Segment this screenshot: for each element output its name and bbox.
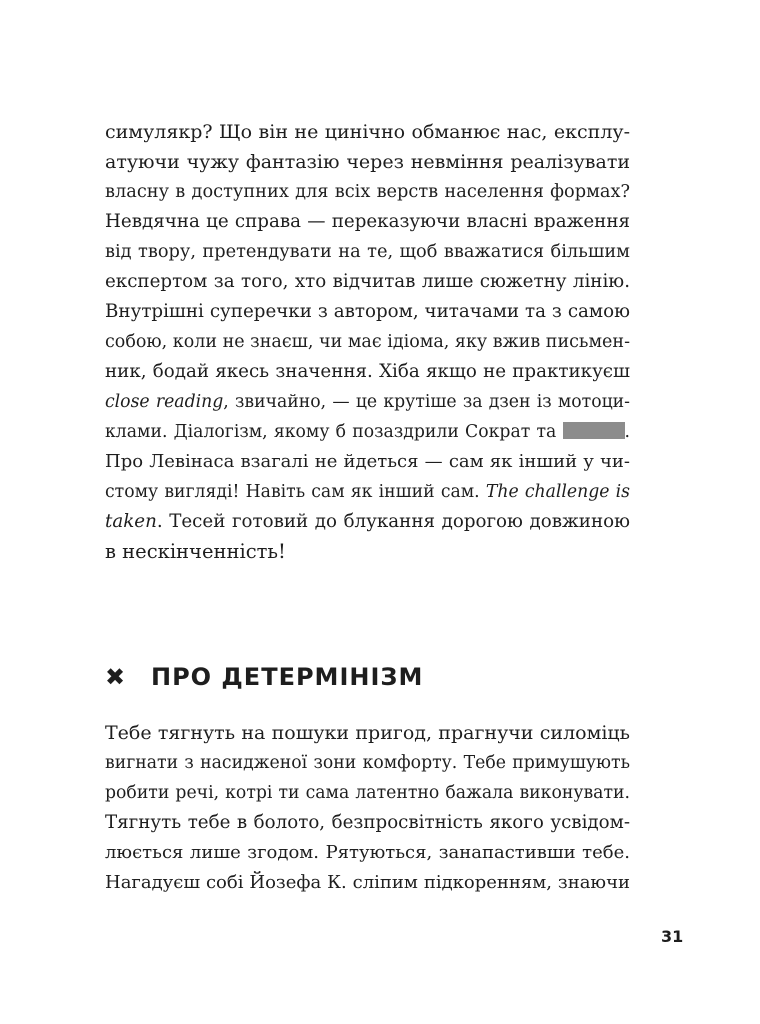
text-line: ник, бодай якесь значення. Хіба якщо не практикуєш [105,361,630,382]
text-run: . Тесей готовий до блукання дорогою довжиною [156,511,630,532]
paragraph-determinism [105,718,630,898]
text-run: клами. Діалогізм, якому б позаздрили Сократ та [105,422,557,442]
text-line: атуючи чужу фантазію через невміння реалізувати [105,151,630,173]
text-line: вигнати з насидженої зони комфорту. Тебе примушують [105,753,630,773]
text-line: Тягнуть тебе в болото, безпросвітність якого усвідом- [105,812,630,833]
italic-phrase: taken [105,511,157,532]
section-heading [105,659,423,695]
text-line: власну в доступних для всіх верств населення формах? [105,182,630,202]
text-line: Тебе тягнуть на пошуки пригод, прагнучи силоміць [105,722,630,744]
text-run: . [624,422,630,442]
text-line: робити речі, котрі ти сама латентно бажала виконувати. [105,783,630,803]
text-line: Нагадуєш собі Йозефа К. сліпим підкоренням, знаючи [105,872,630,893]
redaction-block [563,422,625,439]
text-line: люється лише згодом. Рятуються, занапастивши тебе. [105,842,630,863]
italic-phrase: close reading [105,392,224,412]
text-run: , звичайно, — це крутіше за дзен із мотоци- [223,392,630,412]
page-number: 31 [661,927,684,946]
paragraph-intro [105,117,630,567]
text-line: Про Левінаса взагалі не йдеться — сам як інший у чи- [105,451,630,472]
text-line: собою, коли не знаєш, чи має ідіома, яку вжив письмен- [105,332,630,352]
text-line [105,387,630,417]
text-line: Внутрішні суперечки з автором, читачами та з самою [105,301,630,322]
text-line [105,507,630,537]
italic-phrase: The challenge is [485,482,631,502]
text-line [105,417,630,447]
text-line: симулякр? Що він не цинічно обманює нас, експлу- [105,121,630,143]
text-run: стому вигляді! Навіть сам як інший сам. [105,482,480,502]
text-line: Невдячна це справа — переказуючи власні враження [105,211,630,232]
text-line: експертом за того, хто відчитав лише сюжетну лінію. [105,271,630,292]
text-line [105,477,630,507]
section-title: ПРО ДЕТЕРМІНІЗМ [151,663,424,691]
text-line: в нескінченність! [105,540,286,563]
cross-mark-icon: ✖ [105,663,127,691]
text-line: від твору, претендувати на те, щоб вважатися більшим [105,242,630,262]
